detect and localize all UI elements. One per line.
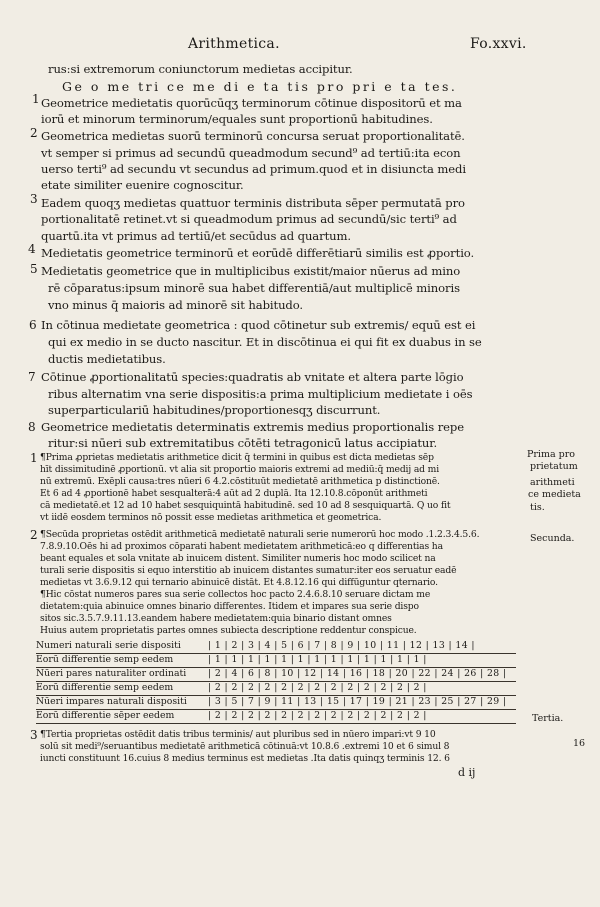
proposition-number: 2 <box>30 126 38 140</box>
commentary-line: sitos sic.3.5.7.9.11.13.eandem habere medietatem:quia binario distant omnes <box>40 613 392 624</box>
table-row <box>36 696 516 710</box>
margin-note: Secunda. <box>530 533 575 544</box>
margin-note: Tertia. <box>532 713 564 724</box>
row-values: | 2 | 2 | 2 | 2 | 2 | 2 | 2 | 2 | 2 | 2 | 2 | 2 | 2 | <box>208 710 427 721</box>
proposition-number: 3 <box>30 192 38 206</box>
row-label: Eorū differentie sēper eedem <box>36 710 175 721</box>
row-label: Numeri naturali serie dispositi <box>36 640 181 651</box>
proposition-number: 7 <box>28 370 36 384</box>
commentary-line: ¶Hic cōstat numeros pares sua serie collectos hoc pacto 2.4.6.8.10 seruare dictam me <box>40 589 431 600</box>
margin-note: tis. <box>530 502 545 513</box>
row-values: | 3 | 5 | 7 | 9 | 11 | 13 | 15 | 17 | 19 | 21 | 23 | 25 | 27 | 29 | <box>208 696 507 707</box>
proposition-number: 5 <box>30 262 38 276</box>
commentary-line: Et 6 ad 4 ꝓportionē habet sesqualterā:4 aūt ad 2 duplā. Ita 12.10.8.cōponūt arithmeti <box>40 488 428 499</box>
commentary-line: nū extremū. Exēpli causa:tres nūeri 6 4.2.cōstituūt medietatē arithmetica p distinctionē. <box>40 476 440 487</box>
text-line: Medietatis geometrice que in multiplicibus existit/maior nūerus ad mino <box>41 264 461 278</box>
text-line: ductis medietatibus. <box>48 352 166 366</box>
text-line: Geometrice medietatis quorūcūqʒ terminorum cōtinue dispositorū et ma <box>41 96 462 110</box>
row-label: Nūeri pares naturaliter ordinati <box>36 668 187 679</box>
text-line: In cōtinua medietate geometrica : quod cōtinetur sub extremis/ equū est ei <box>41 318 476 332</box>
text-line: Geometrica medietas suorū terminorū concursa seruat proportionalitatē. <box>41 129 465 143</box>
text-line: ribus alternatim vna serie dispositis:a prima multiplicium medietate i oēs <box>48 387 473 401</box>
text-line: rē cōparatus:ipsum minorē sua habet differentiā/aut multiplicē minoris <box>48 281 460 295</box>
folio-number: Fo.xxvi. <box>470 36 527 52</box>
text-line: vt semper si primus ad secundū queadmodum secund⁹ ad tertiū:ita econ <box>41 146 461 160</box>
row-values: | 2 | 4 | 6 | 8 | 10 | 12 | 14 | 16 | 18 | 20 | 22 | 24 | 26 | 28 | <box>208 668 507 679</box>
row-values: | 1 | 2 | 3 | 4 | 5 | 6 | 7 | 8 | 9 | 10 | 11 | 12 | 13 | 14 | <box>208 640 475 651</box>
row-values: | 1 | 1 | 1 | 1 | 1 | 1 | 1 | 1 | 1 | 1 | 1 | 1 | 1 | <box>208 654 427 665</box>
commentary-line: ¶Secūda proprietas ostēdit arithmeticā medietatē naturali serie numerorū hoc modo .1.2.3.4.5.6. <box>40 529 480 540</box>
table-row <box>36 668 516 682</box>
signature-mark: d ij <box>458 766 476 779</box>
commentary-line: 7.8.9.10.Oēs hi ad proximos cōparati habent medietatem arithmeticā:eo q differentias ha <box>40 541 443 552</box>
commentary-line: Huius autem proprietatis partes omnes subiecta descriptione reddentur conspicue. <box>40 625 417 636</box>
text-line: rus:si extremorum coniunctorum medietas accipitur. <box>48 62 353 76</box>
commentary-line: hīt dissimitudinē ꝓportionū. vt alia sit proportio maioris extremi ad mediū:q̄ medij ad mi <box>40 464 439 475</box>
text-line: etate similiter euenire cognoscitur. <box>41 178 244 192</box>
text-line: portionalitatē retinet.vt si queadmodum primus ad secundū/sic terti⁹ ad <box>41 212 457 226</box>
table-row <box>36 640 516 654</box>
section-heading: Ge o me tri ce me di e ta tis pro pri e ta tes. <box>62 79 458 94</box>
proposition-number: 1 <box>32 92 40 106</box>
table-row <box>36 654 516 668</box>
table-row <box>36 682 516 696</box>
text-line: Eadem quoqʒ medietas quattuor terminis distributa sēper permutatā pro <box>41 196 465 210</box>
text-line: qui ex medio in se ducto nascitur. Et in discōtinua ei qui fit ex duabus in se <box>48 335 482 349</box>
text-line: Cōtinue ꝓportionalitatū species:quadratis ab vnitate et altera parte lōgio <box>41 370 464 384</box>
text-line: superparticulariū habitudines/proportionesqʒ discurrunt. <box>48 403 381 417</box>
text-line: iorū et minorum terminorum/equales sunt proportionū habitudines. <box>41 112 433 126</box>
commentary-line: medietas vt 3.6.9.12 qui ternario abinuicē distāt. Et 4.8.12.16 qui diffūguntur qternario. <box>40 577 438 588</box>
commentary-line: solū sit medi⁹/seruantibus medietatē arithmeticā cōtinuā:vt 10.8.6 .extremi 10 et 6 simul 8 <box>40 741 450 752</box>
commentary-line: iuncti constituunt 16.cuius 8 medius terminus est medietas .Ita datis quinqʒ terminis 12. 6 <box>40 753 450 764</box>
proposition-number: 8 <box>28 420 36 434</box>
text-line: Medietatis geometrice terminorū et eorūdē differētiarū similis est ꝓportio. <box>41 246 475 260</box>
table-row <box>36 710 516 724</box>
margin-note: 16 <box>573 738 586 749</box>
proposition-number: 4 <box>28 242 36 256</box>
margin-note: ce medieta <box>528 489 581 500</box>
text-line: uerso terti⁹ ad secundu vt secundus ad primum.quod et in disiuncta medi <box>41 162 466 176</box>
page-title: Arithmetica. <box>188 36 280 52</box>
proposition-number: 6 <box>29 318 37 332</box>
commentary-line: ¶Tertia proprietas ostēdit datis tribus terminis/ aut pluribus sed in nūero impari:vt 9 10 <box>40 729 436 740</box>
commentary-number: 2 <box>30 528 38 542</box>
margin-note: Prima pro <box>527 449 576 460</box>
text-line: vno minus q̄ maioris ad minorē sit habitudo. <box>48 298 304 312</box>
commentary-number: 3 <box>30 728 38 742</box>
row-values: | 2 | 2 | 2 | 2 | 2 | 2 | 2 | 2 | 2 | 2 | 2 | 2 | 2 | <box>208 682 427 693</box>
commentary-line: cā medietatē.et 12 ad 10 habet sesquiquintā habitudinē. sed 10 ad 8 sesquiquartā. Q uo fit <box>40 500 451 511</box>
commentary-number: 1 <box>30 451 38 465</box>
commentary-line: dietatem:quia abinuice omnes binario differentes. Itidem et impares sua serie dispo <box>40 601 419 612</box>
commentary-line: vt iidē eosdem terminos nō possit esse medietas arithmetica et geometrica. <box>40 512 382 523</box>
row-label: Eorū differentie semp eedem <box>36 682 174 693</box>
margin-note: arithmeti <box>530 477 575 488</box>
row-label: Nūeri impares naturali dispositi <box>36 696 187 707</box>
running-header <box>0 36 600 56</box>
text-line: ritur:si nūeri sub extremitatibus cōtēti tetragonicū latus accipiatur. <box>48 436 438 450</box>
text-line: quartū.ita vt primus ad tertiū/et secūdus ad quartum. <box>41 229 351 243</box>
text-line: Geometrice medietatis determinatis extremis medius proportionalis repe <box>41 420 464 434</box>
row-label: Eorū differentie semp eedem <box>36 654 174 665</box>
commentary-line: beant equales et sola vnitate ab inuicem distent. Similiter numeris hoc modo scilicet na <box>40 553 436 564</box>
commentary-line: turali serie dispositis si equo interstitio ab inuicem distantes sumatur:iter eos seruatur eadē <box>40 565 457 576</box>
commentary-line: ¶Prima ꝓprietas medietatis arithmetice dicit q̄ termini in quibus est dicta medietas sēp <box>40 452 434 463</box>
margin-note: prietatum <box>530 461 578 472</box>
